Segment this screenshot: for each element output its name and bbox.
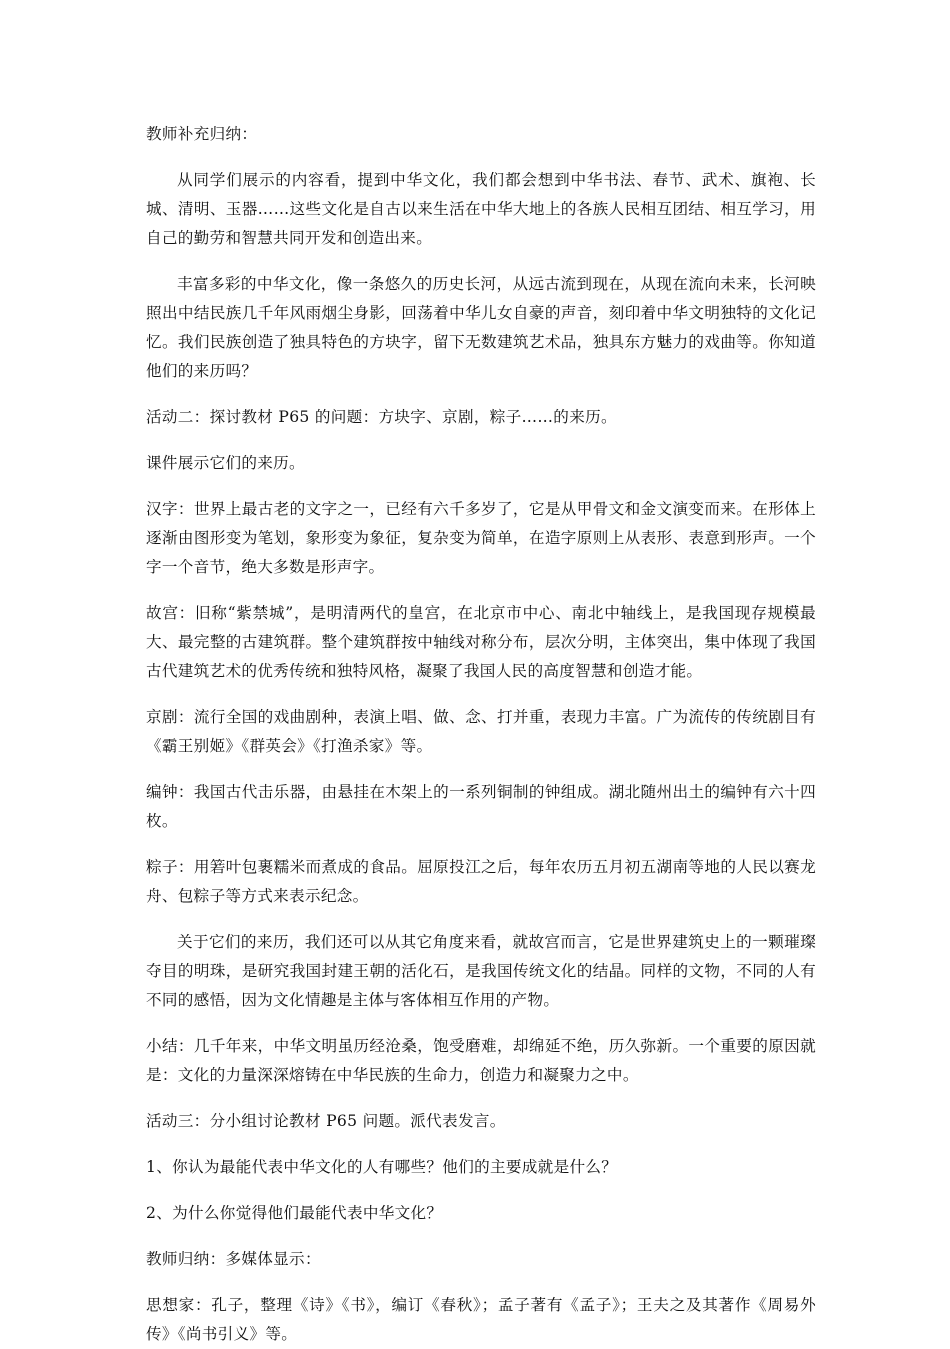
paragraph-thinkers: 思想家：孔子，整理《诗》《书》，编订《春秋》；孟子著有《孟子》；王夫之及其著作《周易外传》《尚书引义》等。 xyxy=(146,1296,816,1343)
teacher-multimedia-heading: 教师归纳：多媒体显示： xyxy=(146,1250,321,1268)
question-two: 2、为什么你觉得他们最能代表中华文化？ xyxy=(146,1204,443,1222)
paragraph-chinese-culture-intro: 从同学们展示的内容看，提到中华文化，我们都会想到中华书法、春节、武术、旗袍、长城、清明、玉器……这些文化是自古以来生活在中华大地上的各族人民相互团结、相互学习，用自己的勤劳和智慧共同开发和创造出来。 xyxy=(146,171,816,247)
activity-two-heading: 活动二：探讨教材 P65 的问题：方块字、京剧，粽子……的来历。 xyxy=(146,408,617,426)
paragraph-forbidden-city: 故宫：旧称“紫禁城”，是明清两代的皇宫，在北京市中心、南北中轴线上，是我国现存规模最大、最完整的古建筑群。整个建筑群按中轴线对称分布，层次分明，主体突出，集中体现了我国古代建筑艺术的优秀传统和独特风格，凝聚了我国人民的高度智慧和创造才能。 xyxy=(146,604,816,680)
courseware-note: 课件展示它们的来历。 xyxy=(146,454,305,472)
paragraph-history-river: 丰富多彩的中华文化，像一条悠久的历史长河，从远古流到现在，从现在流向未来，长河映照出中结民族几千年风雨烟尘身影，回荡着中华儿女自豪的声音，刻印着中华文明独特的文化记忆。我们民族创造了独具特色的方块字，留下无数建筑艺术品，独具东方魅力的戏曲等。你知道他们的来历吗？ xyxy=(146,275,816,380)
activity-three-heading: 活动三：分小组讨论教材 P65 问题。派代表发言。 xyxy=(146,1112,506,1130)
question-one: 1、你认为最能代表中华文化的人有哪些？他们的主要成就是什么？ xyxy=(146,1158,618,1176)
paragraph-peking-opera: 京剧：流行全国的戏曲剧种，表演上唱、做、念、打并重，表现力丰富。广为流传的传统剧目有《霸王别姬》《群英会》《打渔杀家》等。 xyxy=(146,708,816,755)
paragraph-origins-perspective: 关于它们的来历，我们还可以从其它角度来看，就故宫而言，它是世界建筑史上的一颗璀璨夺目的明珠，是研究我国封建王朝的活化石，是我国传统文化的结晶。同样的文物，不同的人有不同的感悟，因为文化情趣是主体与客体相互作用的产物。 xyxy=(146,933,816,1009)
paragraph-hanzi: 汉字：世界上最古老的文字之一，已经有六千多岁了，它是从甲骨文和金文演变而来。在形体上逐渐由图形变为笔划，象形变为象征，复杂变为简单，在造字原则上从表形、表意到形声。一个字一个音节，绝大多数是形声字。 xyxy=(146,500,816,576)
paragraph-bianzhong: 编钟：我国古代击乐器，由悬挂在木架上的一系列铜制的钟组成。湖北随州出土的编钟有六十四枚。 xyxy=(146,783,816,830)
paragraph-zongzi: 粽子：用箬叶包裹糯米而煮成的食品。屈原投江之后，每年农历五月初五湖南等地的人民以赛龙舟、包粽子等方式来表示纪念。 xyxy=(146,858,816,905)
document-page xyxy=(146,120,816,1349)
paragraph-summary: 小结：几千年来，中华文明虽历经沧桑，饱受磨难，却绵延不绝，历久弥新。一个重要的原因就是：文化的力量深深熔铸在中华民族的生命力，创造力和凝聚力之中。 xyxy=(146,1037,816,1084)
teacher-summary-heading: 教师补充归纳： xyxy=(146,125,258,143)
